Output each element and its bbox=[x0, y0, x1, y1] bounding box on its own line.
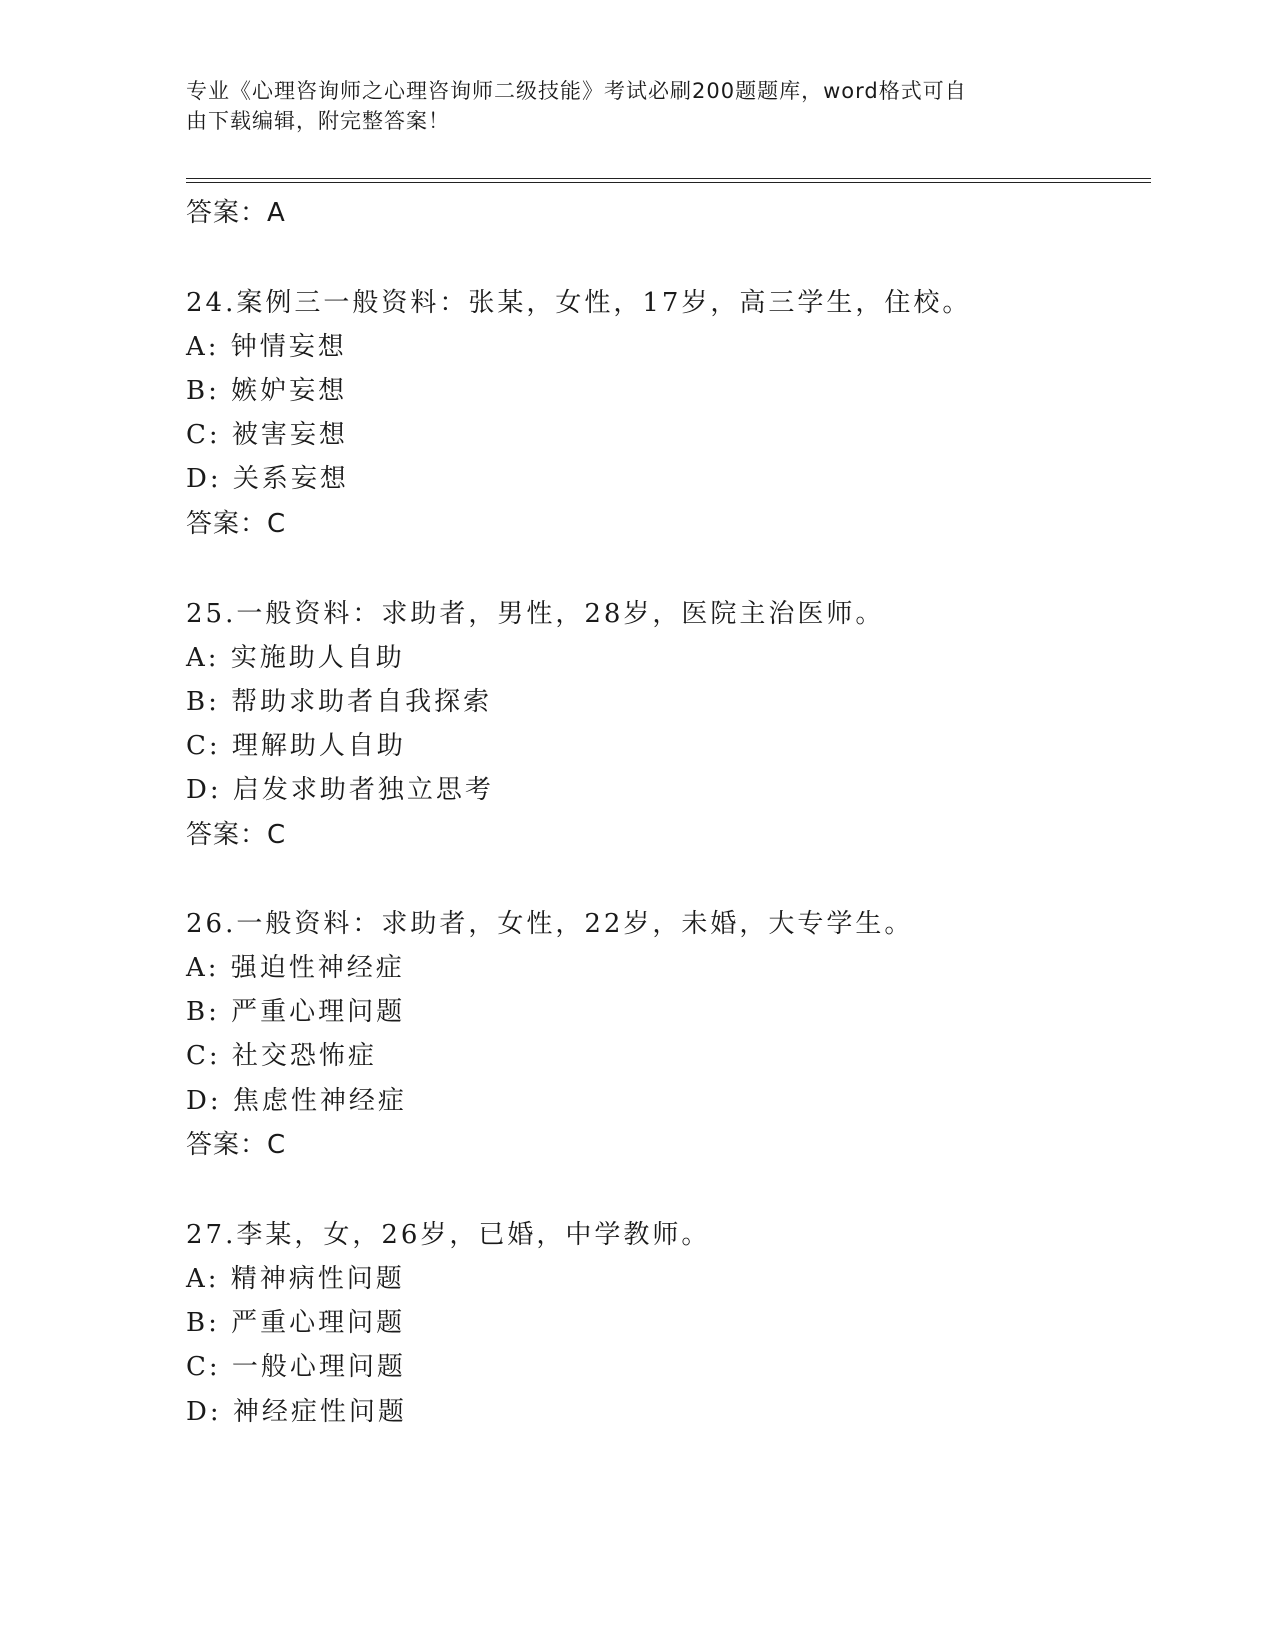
question-25-option-a: A: 实施助人自助 bbox=[186, 643, 405, 673]
question-24-stem: 24.案例三一般资料：张某，女性，17岁，高三学生，住校。 bbox=[186, 288, 972, 318]
answer-24: 答案：C bbox=[186, 509, 287, 539]
question-24-option-d: D: 关系妄想 bbox=[186, 464, 349, 494]
question-27-option-d: D: 神经症性问题 bbox=[186, 1397, 407, 1427]
question-26-option-b: B: 严重心理问题 bbox=[186, 997, 406, 1027]
question-24-option-b: B: 嫉妒妄想 bbox=[186, 376, 348, 406]
question-24-option-a: A: 钟情妄想 bbox=[186, 332, 347, 362]
question-25-option-b: B: 帮助求助者自我探索 bbox=[186, 687, 493, 717]
question-27-option-b: B: 严重心理问题 bbox=[186, 1308, 406, 1338]
question-25-option-d: D: 启发求助者独立思考 bbox=[186, 775, 494, 805]
question-26-option-a: A: 强迫性神经症 bbox=[186, 953, 405, 983]
question-27-stem: 27.李某，女，26岁，已婚，中学教师。 bbox=[186, 1220, 711, 1250]
answer-25: 答案：C bbox=[186, 820, 287, 850]
header-divider-top bbox=[186, 178, 1151, 179]
document-header bbox=[186, 76, 1066, 136]
answer-23: 答案：A bbox=[186, 198, 286, 228]
question-25-option-c: C: 理解助人自助 bbox=[186, 731, 406, 761]
question-25-stem: 25.一般资料：求助者，男性，28岁，医院主治医师。 bbox=[186, 599, 885, 629]
header-line-1: 专业《心理咨询师之心理咨询师二级技能》考试必刷200题题库，word格式可自 bbox=[186, 79, 967, 103]
question-26-stem: 26.一般资料：求助者，女性，22岁，未婚，大专学生。 bbox=[186, 909, 914, 939]
question-24-option-c: C: 被害妄想 bbox=[186, 420, 348, 450]
question-26-option-c: C: 社交恐怖症 bbox=[186, 1041, 377, 1071]
header-line-2: 由下载编辑，附完整答案！ bbox=[186, 109, 450, 133]
question-27-option-c: C: 一般心理问题 bbox=[186, 1352, 406, 1382]
header-divider-bottom bbox=[186, 182, 1151, 183]
question-26-option-d: D: 焦虑性神经症 bbox=[186, 1086, 407, 1116]
answer-26: 答案：C bbox=[186, 1130, 287, 1160]
question-27-option-a: A: 精神病性问题 bbox=[186, 1264, 405, 1294]
